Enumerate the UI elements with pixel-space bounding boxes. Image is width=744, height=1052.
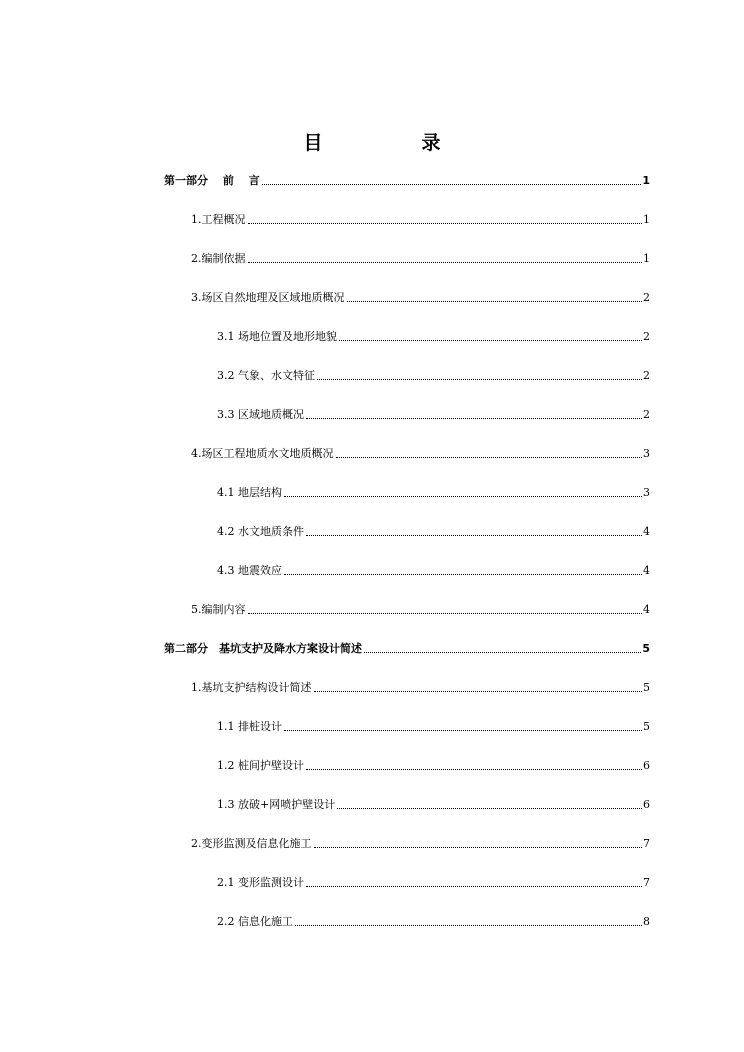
toc-entry-page: 2 [643,330,650,343]
toc-entry[interactable] [217,484,650,500]
toc-entry-label: 4.3 地震效应 [217,564,282,577]
dot-leader [314,691,643,692]
toc-entry[interactable] [217,328,650,344]
toc-entry-page: 8 [643,915,650,928]
dot-leader [314,847,643,848]
dot-leader [306,535,642,536]
toc-entry-label: 5.编制内容 [191,603,246,616]
dot-leader [339,340,642,341]
toc-entry[interactable] [217,913,650,929]
toc-entry-page: 1 [643,252,650,265]
dot-leader [248,613,643,614]
toc-entry[interactable] [191,679,650,695]
toc-entry-page: 2 [643,291,650,304]
dot-leader [262,184,642,185]
toc-entry-label: 第二部分 基坑支护及降水方案设计简述 [164,642,362,655]
toc-entry-label: 3.场区自然地理及区域地质概况 [191,291,345,304]
toc-entry-label: 4.2 水文地质条件 [217,525,304,538]
toc-entry-page: 1 [642,174,650,187]
toc-entry[interactable] [164,172,650,188]
toc-entry-page: 3 [643,486,650,499]
toc-entry-label: 4.场区工程地质水文地质概况 [191,447,334,460]
toc-entry[interactable] [191,289,650,305]
toc-entry-page: 2 [643,369,650,382]
toc-entry[interactable] [164,640,650,656]
dot-leader [347,301,643,302]
dot-leader [248,223,643,224]
toc-entry-label: 4.1 地层结构 [217,486,282,499]
toc-entry[interactable] [217,874,650,890]
dot-leader [336,457,643,458]
toc-entry-page: 4 [643,525,650,538]
toc-entry-label: 1.基坑支护结构设计简述 [191,681,312,694]
toc-entry[interactable] [191,211,650,227]
toc-entry-page: 5 [643,720,650,733]
dot-leader [248,262,643,263]
toc-entry-label: 3.2 气象、水文特征 [217,369,315,382]
toc-entry-label: 1.1 排桩设计 [217,720,282,733]
toc-entry-page: 5 [642,642,650,655]
dot-leader [295,925,642,926]
toc-entry-page: 3 [643,447,650,460]
toc-entry-page: 4 [643,603,650,616]
toc-entry-label: 3.3 区域地质概况 [217,408,304,421]
toc-entry-label: 1.3 放破+网喷护壁设计 [217,798,336,811]
dot-leader [364,652,641,653]
toc-entry-page: 6 [643,759,650,772]
toc-entry-label: 2.2 信息化施工 [217,915,293,928]
toc-entry-page: 5 [643,681,650,694]
toc-entry[interactable] [217,757,650,773]
toc-entry-page: 6 [643,798,650,811]
toc-entry[interactable] [191,601,650,617]
dot-leader [284,496,642,497]
toc-entry-label: 2.1 变形监测设计 [217,876,304,889]
dot-leader [284,730,642,731]
toc-entry-label: 2.变形监测及信息化施工 [191,837,312,850]
dot-leader [306,418,642,419]
toc-entry-label: 1.2 桩间护壁设计 [217,759,304,772]
toc-entry-page: 4 [643,564,650,577]
toc-entry[interactable] [217,796,650,812]
toc-entry[interactable] [217,562,650,578]
toc-entry[interactable] [191,835,650,851]
toc-entry[interactable] [191,250,650,266]
dot-leader [317,379,642,380]
toc-entry-label: 第一部分 前 言 [164,174,260,187]
toc-entry[interactable] [217,718,650,734]
dot-leader [337,808,642,809]
toc-entry[interactable] [191,445,650,461]
toc-entry-page: 2 [643,408,650,421]
dot-leader [306,769,642,770]
toc-entry[interactable] [217,406,650,422]
dot-leader [306,886,642,887]
toc-entry-label: 2.编制依据 [191,252,246,265]
toc-entry-label: 3.1 场地位置及地形地貌 [217,330,337,343]
dot-leader [284,574,642,575]
toc-entry-page: 1 [643,213,650,226]
toc-title: 目 录 [303,132,481,154]
toc-entry[interactable] [217,367,650,383]
toc-entry-page: 7 [643,837,650,850]
toc-entry-page: 7 [643,876,650,889]
toc-entry[interactable] [217,523,650,539]
toc-entry-label: 1.工程概况 [191,213,246,226]
